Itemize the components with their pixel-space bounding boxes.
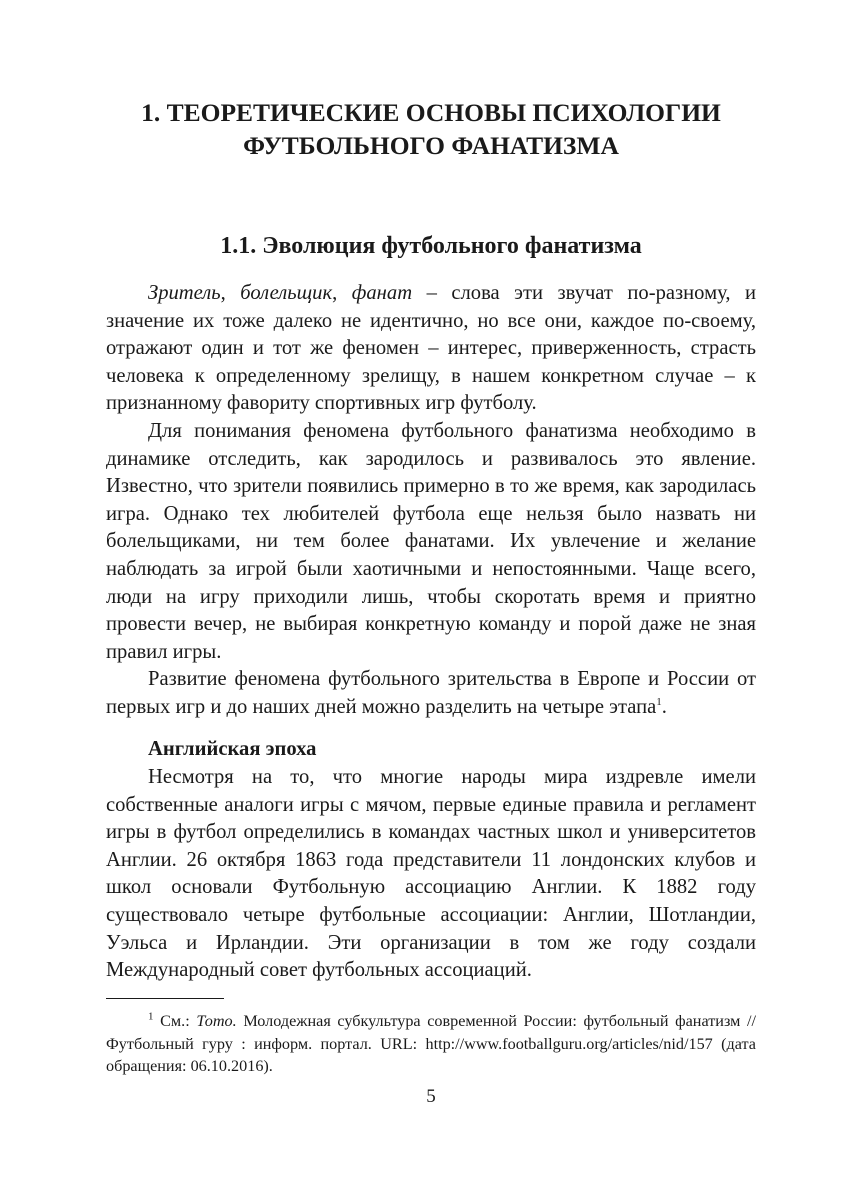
paragraph-4: Несмотря на то, что многие народы мира издревле имели собственные аналоги игры с мячом, первые единые правила и регламент игры в футбол определились в командах частных школ и университетов Англии. 26 октября 1863 года представители 11 лондонских клубов и школ основали Футбольную ассоциацию Англии. К 1882 году существовало четыре футбольные ассоциации: Англии, Шотландии, Уэльса и Ирландии. Эти организации в том же году создали Международный совет футбольных ассоциаций.	[106, 766, 756, 982]
term-spectator: Зритель	[148, 282, 221, 304]
footnote-author: Тото.	[196, 1012, 237, 1030]
footnote-mark: 1	[148, 1010, 154, 1023]
footnote-text: Молодежная субкультура современной России: футбольный фанатизм // Футбольный гуру : информ. портал. URL: http://www.footballguru.org/articles/nid/157 (дата обращения: 06.10.2016).	[106, 1012, 756, 1075]
paragraph-1-text: – слова эти звучат по-разному, и значение их тоже далеко не идентично, но все они, каждое по-своему, отражают один и тот же феномен – интерес, приверженность, страсть человека к определенному зрелищу, в нашем конкретном случае – к признанному фавориту спортивных игр футболу.	[106, 282, 756, 415]
section-title: 1.1. Эволюция футбольного фанатизма	[220, 233, 642, 259]
chapter-title-line-2: ФУТБОЛЬНОГО ФАНАТИЗМА	[243, 131, 619, 160]
document-page	[106, 0, 756, 1182]
chapter-title-line-1: 1. ТЕОРЕТИЧЕСКИЕ ОСНОВЫ ПСИХОЛОГИИ	[141, 98, 721, 127]
paragraph-3-text: Развитие феномена футбольного зрительства в Европе и России от первых игр и до наших дней можно разделить на четыре этапа	[106, 668, 756, 718]
section-body	[106, 280, 756, 722]
term-fan: фанат	[351, 282, 413, 304]
subsection-title: Английская эпоха	[148, 738, 317, 760]
paragraph-3: Развитие феномена футбольного зрительства в Европе и России от первых игр и до наших дней можно разделить на четыре этапа$^1$.	[106, 668, 756, 718]
footnote: $^1$ См.: Тото. Молодежная субкультура современной России: футбольный фанатизм // Футбольный гуру : информ. портал. URL: http://www.footballguru.org/articles/nid/157 (дата обращения: 06.10.2016).	[106, 1010, 756, 1075]
footnote-divider	[106, 998, 224, 999]
paragraph-2: Для понимания феномена футбольного фанатизма необходимо в динамике отследить, как зародилось и развивалось это явление. Известно, что зрители появились примерно в то же время, как зародилась игра. Однако тех любителей футбола еще нельзя было назвать ни болельщиками, ни тем более фанатами. Их увлечение и желание наблюдать за игрой были хаотичными и непостоянными. Чаще всего, люди на игру приходили лишь, чтобы скоротать время и приятно провести вечер, не выбирая конкретную команду и порой даже не зная правил игры.	[106, 419, 756, 663]
subsection-body	[106, 764, 756, 985]
page-number: 5	[426, 1086, 436, 1107]
footnote-reference[interactable]: 1	[656, 696, 662, 709]
paragraph-1: Зритель, болельщик, фанат – слова эти звучат по-разному, и значение их тоже далеко не идентично, но все они, каждое по-своему, отражают один и тот же феномен – интерес, приверженность, страсть человека к определенному зрелищу, в нашем конкретном случае – к признанному фавориту спортивных игр футболу.	[106, 282, 756, 415]
chapter-title	[106, 96, 756, 162]
term-supporter: болельщик	[240, 282, 333, 304]
